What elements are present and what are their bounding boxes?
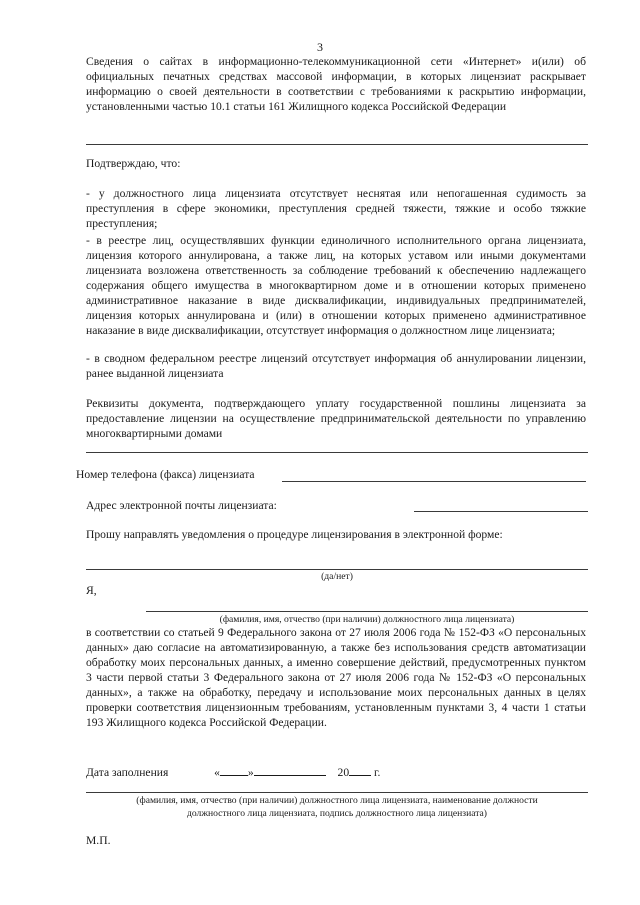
date-open-quote: « (214, 766, 220, 779)
fio-hint: (фамилия, имя, отчество (при наличии) должностного лица лицензиата) (219, 614, 515, 625)
notify-answer-line[interactable] (86, 569, 588, 570)
consent-text: в соответствии со статьей 9 Федерального закона от 27 июля 2006 года № 152-ФЗ «О персональных данных» даю согласие на автоматизированную, а также без использования средств автоматизации обработку моих персональных данных, а именно совершение действий, предусмотренных пунктом 3 части первой статьи 3 Федерального закона от 27 июля 2006 года № 152-ФЗ «О персональных данных», а также на обработку, передачу и использование моих персональных данных в целях проверки соответствия лицензионным требованиям, установленным пунктами 3, 4 части 1 статьи 193 Жилищного кодекса Российской Федерации. (86, 626, 586, 729)
date-month-field[interactable] (254, 764, 326, 776)
phone-label: Номер телефона (факса) лицензиата (76, 468, 255, 481)
fee-block: Реквизиты документа, подтверждающего уплату государственной пошлины лицензиата за предоставление лицензии на осуществление предпринимательской деятельности по управлению многоквартирными домами (86, 397, 586, 440)
date-year-field[interactable] (349, 764, 371, 776)
phone-answer-line[interactable] (282, 481, 586, 482)
page-number: 3 (317, 40, 323, 54)
date-year-suffix: г. (374, 766, 381, 779)
stamp-label: М.П. (86, 834, 111, 847)
notify-label: Прошу направлять уведомления о процедуре лицензирования в электронной форме: (86, 528, 503, 541)
fee-answer-line[interactable] (86, 452, 588, 453)
signature-hint-1: (фамилия, имя, отчество (при наличии) должностного лица лицензиата, наименование должности (136, 795, 538, 806)
signature-hint-2: должностного лица лицензиата, подпись должностного лица лицензиата) (187, 808, 487, 819)
phone-row (76, 467, 586, 482)
date-label: Дата заполнения (86, 766, 169, 779)
date-day-field[interactable] (220, 764, 248, 776)
websites-block: Сведения о сайтах в информационно-телекоммуникационной сети «Интернет» и(или) об официальных печатных средствах массовой информации, в которых лицензиат раскрывает информацию о своей деятельности в соответствии с требованиями к раскрытию информации, установленными частью 10.1 статьи 161 Жилищного кодекса Российской Федерации (86, 55, 586, 113)
date-year-prefix: 20 (337, 766, 350, 779)
email-label: Адрес электронной почты лицензиата: (86, 499, 277, 512)
yes-no-hint: (да/нет) (321, 571, 353, 582)
confirm-item-2: - в реестре лиц, осуществлявших функции единоличного исполнительного органа лицензиата, лицензия которого аннулирована, а также лиц, на которых уставом или иными документами лицензиата возложена ответственность за соблюдение требований к обеспечению надлежащего содержания общего имущества в многоквартирном доме и в отношении которых применено административное наказание в виде дисквалификации, индивидуальных предпринимателей, лицензия которых аннулирована и (или) в отношении которых применено административное наказание в виде дисквалификации, отсутствует информация о должностном лице лицензиата; (86, 234, 586, 337)
date-row (86, 764, 586, 780)
websites-answer-line[interactable] (86, 144, 588, 145)
confirm-item-1: - у должностного лица лицензиата отсутствует неснятая или непогашенная судимость за преступления в сфере экономики, преступления средней тяжести, тяжкие и особо тяжкие преступления; (86, 187, 586, 230)
date-close-quote: » (247, 766, 254, 779)
i-label: Я, (86, 584, 97, 597)
confirm-heading: Подтверждаю, что: (86, 157, 181, 170)
fio-answer-line[interactable] (146, 611, 588, 612)
signature-answer-line[interactable] (86, 792, 588, 793)
confirm-item-3: - в сводном федеральном реестре лицензий отсутствует информация об аннулировании лицензии, ранее выданной лицензиата (86, 352, 586, 380)
email-answer-line[interactable] (414, 511, 588, 512)
